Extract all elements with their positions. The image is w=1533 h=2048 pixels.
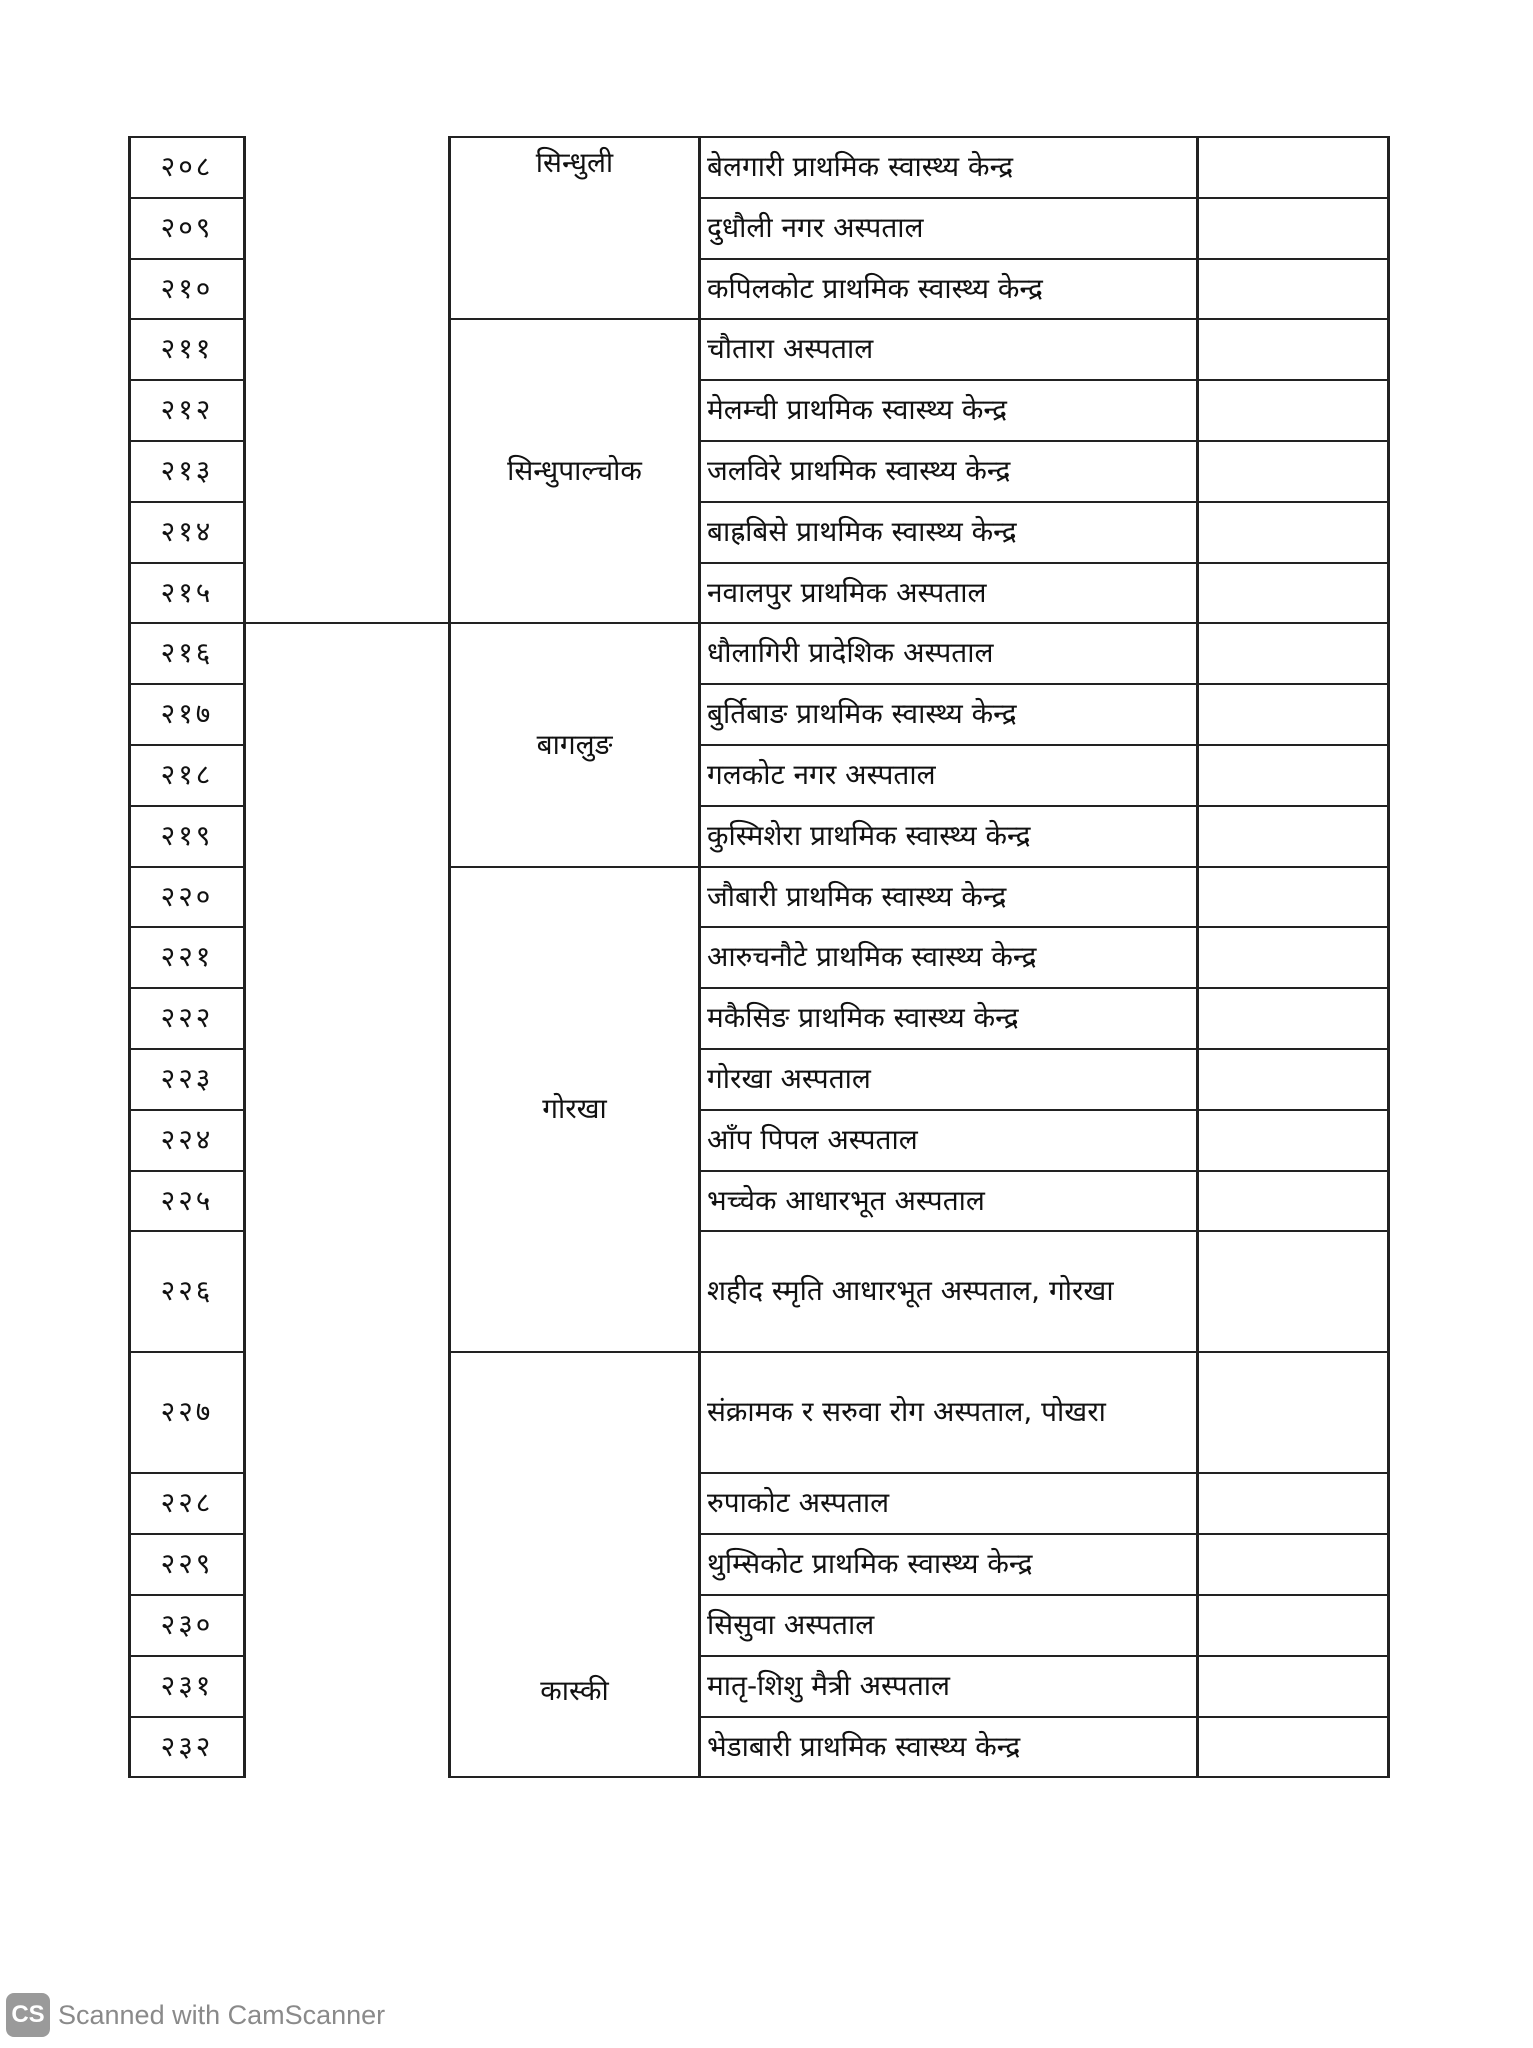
empty-cell <box>1198 806 1389 867</box>
empty-cell <box>1198 745 1389 806</box>
empty-cell <box>1198 1110 1389 1171</box>
empty-cell <box>1198 380 1389 441</box>
hospital-list-table <box>128 136 1390 1778</box>
empty-cell <box>1198 1352 1389 1473</box>
hospital-name: जलविरे प्राथमिक स्वास्थ्य केन्द्र <box>700 441 1198 502</box>
serial-number: २१५ <box>130 563 245 624</box>
hospital-name: मकैसिङ प्राथमिक स्वास्थ्य केन्द्र <box>700 988 1198 1049</box>
watermark-text: Scanned with CamScanner <box>58 1999 386 2030</box>
serial-number: २०८ <box>130 137 245 198</box>
hospital-name: नवालपुर प्राथमिक अस्पताल <box>700 563 1198 624</box>
hospital-name: बेलगारी प्राथमिक स्वास्थ्य केन्द्र <box>700 137 1198 198</box>
serial-number: २३० <box>130 1595 245 1656</box>
hospital-name: भेडाबारी प्राथमिक स्वास्थ्य केन्द्र <box>700 1717 1198 1778</box>
hospital-name: कुस्मिशेरा प्राथमिक स्वास्थ्य केन्द्र <box>700 806 1198 867</box>
serial-number: २२४ <box>130 1110 245 1171</box>
serial-number: २२८ <box>130 1473 245 1534</box>
district-name: सिन्धुली <box>450 137 700 319</box>
hospital-name: थुम्सिकोट प्राथमिक स्वास्थ्य केन्द्र <box>700 1534 1198 1595</box>
serial-number: २२५ <box>130 1171 245 1232</box>
empty-cell <box>1198 1171 1389 1232</box>
empty-cell <box>1198 927 1389 988</box>
hospital-name: गलकोट नगर अस्पताल <box>700 745 1198 806</box>
hospital-name: आँप पिपल अस्पताल <box>700 1110 1198 1171</box>
hospital-name: चौतारा अस्पताल <box>700 319 1198 380</box>
hospital-name: आरुचनौटे प्राथमिक स्वास्थ्य केन्द्र <box>700 927 1198 988</box>
hospital-name: कपिलकोट प्राथमिक स्वास्थ्य केन्द्र <box>700 259 1198 320</box>
empty-cell <box>1198 319 1389 380</box>
empty-cell <box>1198 1595 1389 1656</box>
province-cell <box>245 137 450 623</box>
hospital-name: रुपाकोट अस्पताल <box>700 1473 1198 1534</box>
serial-number: २१८ <box>130 745 245 806</box>
empty-cell <box>1198 1049 1389 1110</box>
serial-number: २१३ <box>130 441 245 502</box>
district-name: बागलुङ <box>450 623 700 866</box>
table-row <box>130 623 1389 684</box>
serial-number: २२१ <box>130 927 245 988</box>
empty-cell <box>1198 684 1389 745</box>
serial-number: २२६ <box>130 1231 245 1352</box>
serial-number: २१७ <box>130 684 245 745</box>
empty-cell <box>1198 502 1389 563</box>
empty-cell <box>1198 563 1389 624</box>
empty-cell <box>1198 988 1389 1049</box>
district-name: गोरखा <box>450 867 700 1353</box>
camscanner-logo: CS <box>6 1993 50 2037</box>
serial-number: २३१ <box>130 1656 245 1717</box>
hospital-name: बाह्रबिसे प्राथमिक स्वास्थ्य केन्द्र <box>700 502 1198 563</box>
serial-number: २२७ <box>130 1352 245 1473</box>
serial-number: २२९ <box>130 1534 245 1595</box>
serial-number: २१९ <box>130 806 245 867</box>
empty-cell <box>1198 623 1389 684</box>
hospital-name: संक्रामक र सरुवा रोग अस्पताल, पोखरा <box>700 1352 1198 1473</box>
district-name: कास्की <box>450 1352 700 1777</box>
serial-number: २१६ <box>130 623 245 684</box>
empty-cell <box>1198 1534 1389 1595</box>
serial-number: २३२ <box>130 1717 245 1778</box>
camscanner-watermark <box>6 1993 385 2037</box>
empty-cell <box>1198 137 1389 198</box>
table-row <box>130 137 1389 198</box>
serial-number: २२२ <box>130 988 245 1049</box>
empty-cell <box>1198 441 1389 502</box>
serial-number: २१० <box>130 259 245 320</box>
hospital-name: दुधौली नगर अस्पताल <box>700 198 1198 259</box>
empty-cell <box>1198 867 1389 928</box>
hospital-name: शहीद स्मृति आधारभूत अस्पताल, गोरखा <box>700 1231 1198 1352</box>
hospital-name: मातृ-शिशु मैत्री अस्पताल <box>700 1656 1198 1717</box>
empty-cell <box>1198 1231 1389 1352</box>
hospital-name: धौलागिरी प्रादेशिक अस्पताल <box>700 623 1198 684</box>
serial-number: २११ <box>130 319 245 380</box>
hospital-name: भच्चेक आधारभूत अस्पताल <box>700 1171 1198 1232</box>
hospital-name: बुर्तिबाङ प्राथमिक स्वास्थ्य केन्द्र <box>700 684 1198 745</box>
serial-number: २०९ <box>130 198 245 259</box>
province-cell <box>245 623 450 1777</box>
hospital-name: सिसुवा अस्पताल <box>700 1595 1198 1656</box>
district-name: सिन्धुपाल्चोक <box>450 319 700 623</box>
empty-cell <box>1198 198 1389 259</box>
serial-number: २१२ <box>130 380 245 441</box>
empty-cell <box>1198 259 1389 320</box>
serial-number: २२० <box>130 867 245 928</box>
hospital-name: मेलम्ची प्राथमिक स्वास्थ्य केन्द्र <box>700 380 1198 441</box>
empty-cell <box>1198 1473 1389 1534</box>
hospital-name: गोरखा अस्पताल <box>700 1049 1198 1110</box>
serial-number: २२३ <box>130 1049 245 1110</box>
empty-cell <box>1198 1656 1389 1717</box>
hospital-name: जौबारी प्राथमिक स्वास्थ्य केन्द्र <box>700 867 1198 928</box>
empty-cell <box>1198 1717 1389 1778</box>
serial-number: २१४ <box>130 502 245 563</box>
